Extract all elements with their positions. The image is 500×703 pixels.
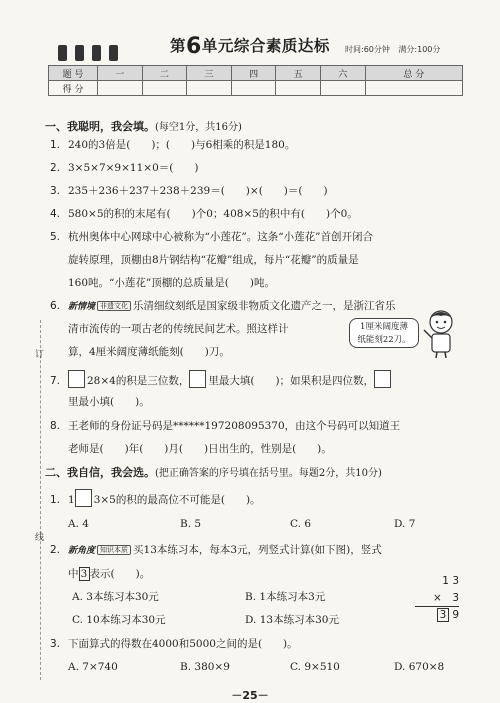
- question-1-7-line2: 里最小填( )。: [68, 396, 150, 408]
- speech-bubble: 1厘米阔度薄 纸能刻22刀。: [349, 318, 419, 348]
- digit-box[interactable]: [374, 370, 391, 388]
- option-a[interactable]: A. 3本练习本30元: [72, 591, 159, 603]
- score-header-cell: 总 分: [365, 66, 462, 81]
- score-header-cell: 四: [231, 66, 276, 81]
- new-context-tag: 新情境 非遗文化: [68, 298, 133, 315]
- score-header-cell: 二: [142, 66, 187, 81]
- score-input-cell[interactable]: [187, 81, 232, 96]
- question-1-3: 3. 235＋236＋237＋238＋239＝( )×( )＝( ): [50, 185, 328, 197]
- question-1-6-line2: 清市流传的一项古老的传统民间艺术。照这样计: [68, 323, 289, 335]
- question-1-1: 1. 240的3倍是( )；( )与6相乘的积是180。: [50, 139, 296, 151]
- time-limit: 时间:60分钟: [345, 45, 390, 54]
- digit-box[interactable]: [68, 370, 85, 388]
- exam-meta: [345, 44, 446, 55]
- binding-mark: 线: [35, 533, 45, 543]
- option-b[interactable]: B. 380×9: [180, 661, 230, 673]
- question-2-1: 1. 1 3×5的积的最高位不可能是( )。: [50, 489, 261, 508]
- option-d[interactable]: D. 670×8: [394, 661, 445, 673]
- score-input-cell[interactable]: [98, 81, 143, 96]
- page-title: 第6单元综合素质达标: [170, 34, 330, 59]
- score-input-cell[interactable]: [231, 81, 276, 96]
- option-b[interactable]: B. 5: [180, 518, 202, 530]
- question-1-8-line2: 老师是( )年( )月( )日出生的，性别是( )。: [68, 443, 332, 455]
- score-header-cell: 五: [276, 66, 321, 81]
- option-c[interactable]: C. 9×510: [290, 661, 340, 673]
- question-2-2-line2: 中 3 表示( )。: [68, 568, 151, 580]
- option-a[interactable]: A. 7×740: [68, 661, 118, 673]
- section-2-heading: 二、我自信，我会选。(把正确答案的序号填在括号里。每题2分，共10分): [45, 466, 382, 479]
- question-2-1-options: [68, 518, 468, 532]
- question-1-4: 4. 580×5的积的末尾有( )个0；408×5的积中有( )个0。: [50, 208, 358, 220]
- question-2-2-option-c[interactable]: C. 10本练习本30元: [72, 614, 166, 626]
- option-c[interactable]: C. 6: [290, 518, 312, 530]
- score-table: [48, 65, 463, 96]
- digit-box[interactable]: [189, 370, 206, 388]
- option-d[interactable]: D. 7: [394, 518, 416, 530]
- question-2-2-option-b[interactable]: B. 1本练习本3元: [245, 591, 326, 603]
- binding-line: [40, 320, 41, 680]
- full-score: 满分:100分: [398, 45, 441, 54]
- page-number: －25－: [231, 689, 269, 702]
- section-1-heading: 一、我聪明，我会填。(每空1分，共16分): [45, 120, 242, 133]
- score-input-cell[interactable]: [365, 81, 462, 96]
- option-a[interactable]: A. 4: [68, 518, 89, 530]
- question-2-2: 2. 新角度 知识本质 买13本练习本，每本3元，列竖式计算(如下图)，竖式: [50, 542, 382, 559]
- question-1-2: 2. 3×5×7×9×11×0＝( ): [50, 162, 199, 174]
- vertical-multiplication: 1 3 × 3 3 9: [415, 575, 459, 623]
- question-1-5-line2: 旋转原理，顶棚由8片钢结构“花瓣”组成，每片“花瓣”的质量是: [68, 254, 359, 266]
- score-input-cell[interactable]: [276, 81, 321, 96]
- digit-box[interactable]: [75, 489, 92, 507]
- question-1-5-line3: 160吨。“小莲花”顶棚的总质量是( )吨。: [68, 277, 275, 289]
- question-2-3-options: [68, 661, 468, 675]
- question-1-5: 5. 杭州奥体中心网球中心被称为“小莲花”。这条“小莲花”首创开闭合: [50, 231, 373, 243]
- question-2-2-option-row1: [72, 589, 159, 605]
- score-header-cell: 六: [320, 66, 365, 81]
- score-input-cell[interactable]: [320, 81, 365, 96]
- score-input-cell[interactable]: [142, 81, 187, 96]
- series-logo: [58, 42, 136, 64]
- question-2-3: 3. 下面算式的得数在4000和5000之间的是( )。: [50, 638, 298, 650]
- question-1-6-line3: 算，4厘米阔度薄纸能刻( )刀。: [68, 346, 230, 358]
- score-header-cell: 一: [98, 66, 143, 81]
- question-2-2-option-d[interactable]: D. 13本练习本30元: [245, 614, 339, 626]
- new-angle-tag: 新角度 知识本质: [68, 542, 133, 559]
- question-1-8: 8. 王老师的身份证号码是******19720809​5370，由这个号码可以知道王: [50, 420, 401, 432]
- binding-mark: 订: [35, 350, 45, 360]
- score-row-label: 得 分: [49, 81, 98, 96]
- question-1-7: 7. 28×4的积是三位数， 里最大填( )；如果积是四位数，: [50, 370, 393, 389]
- question-1-6: 6. 新情境 非遗文化 乐清细纹刻纸是国家级非物质文化遗产之一，是浙江省乐: [50, 298, 396, 315]
- score-header-cell: 三: [187, 66, 232, 81]
- boy-illustration-icon: [422, 308, 460, 358]
- score-header-cell: 题 号: [49, 66, 98, 81]
